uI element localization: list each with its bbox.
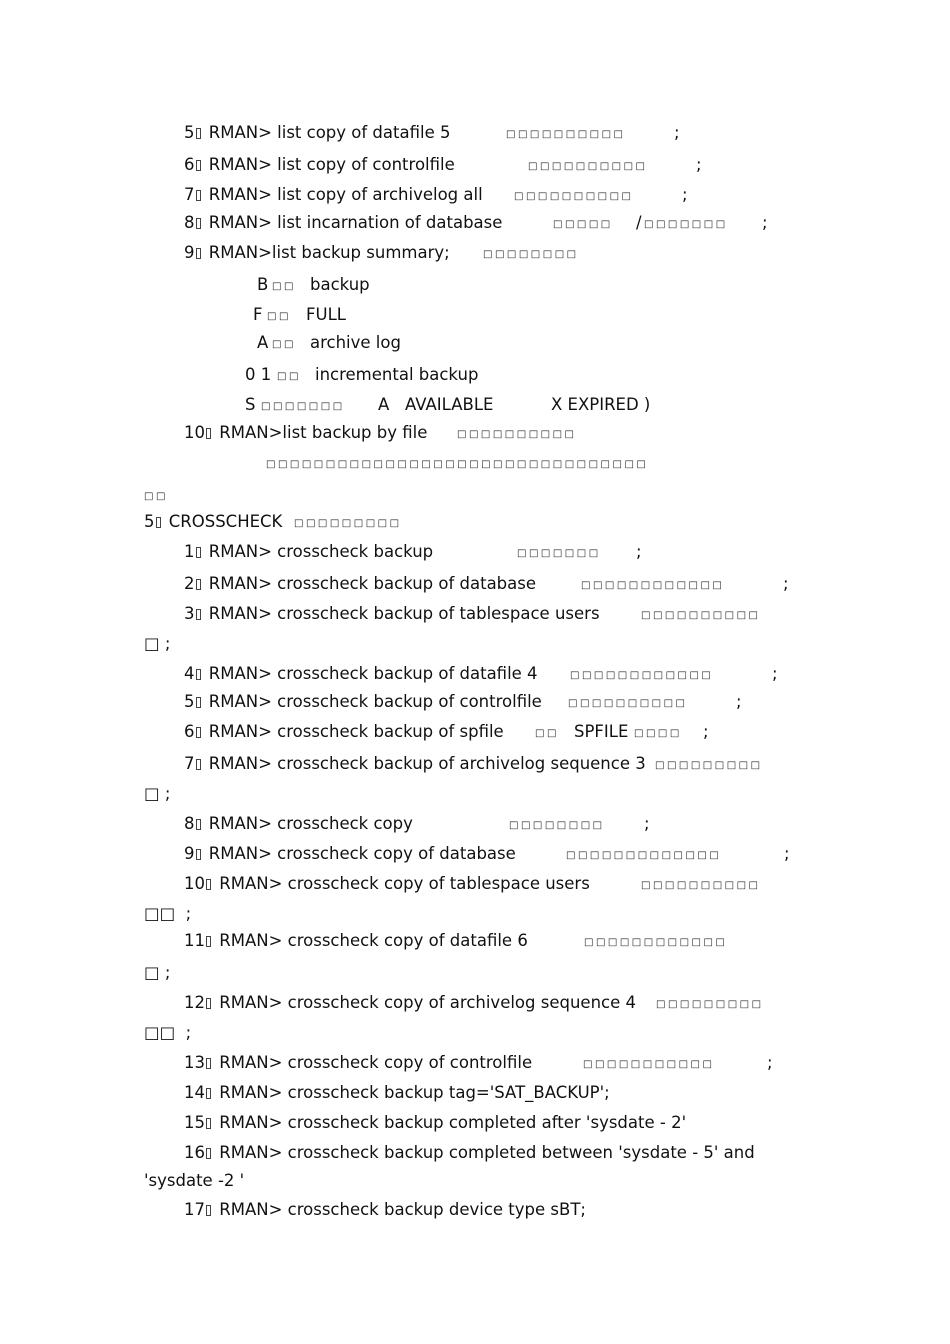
list-item: [184, 993, 636, 1013]
semicolon: ;: [636, 542, 642, 561]
command-text: RMAN> crosscheck copy of database: [208, 844, 516, 863]
glyph-box-icon: [206, 1118, 211, 1129]
cjk-note: □□□□□□□□: [509, 820, 605, 831]
list-item: [184, 692, 542, 712]
glyph-box-icon: [196, 609, 201, 620]
glyph-box-icon: [196, 248, 201, 259]
item-number: 9: [184, 844, 195, 863]
wrapped-tail: □ ;: [144, 784, 171, 803]
command-text: RMAN> crosscheck backup completed between 'sysdate - 5' and: [219, 1143, 755, 1162]
command-text: RMAN> crosscheck copy: [208, 814, 413, 833]
item-number: 8: [184, 213, 195, 232]
command-text: RMAN> crosscheck backup of archivelog sequence 3: [208, 754, 646, 773]
list-item: [184, 1143, 755, 1163]
cjk-note: □□□□□□□□□□: [528, 161, 648, 172]
cjk-note: □□: [144, 491, 168, 502]
command-text: RMAN> crosscheck backup of database: [208, 574, 537, 593]
section-heading: [144, 512, 282, 532]
list-item: [184, 213, 502, 233]
cjk-note: □□□□□□□□: [483, 249, 579, 260]
wrapped-tail: □ ;: [144, 634, 171, 653]
glyph-box-icon: [206, 428, 211, 439]
cjk-note: □□□□□□□□□□: [641, 880, 761, 891]
cjk-note: □□□□□□□□□□□□□: [566, 850, 722, 861]
command-text: RMAN> crosscheck backup of controlfile: [208, 692, 542, 711]
list-item: [184, 155, 455, 175]
list-item: [184, 722, 504, 742]
section-number: 5: [144, 512, 155, 531]
glyph-box-icon: [206, 1205, 211, 1216]
cjk-note: □□□□□□□□□: [294, 518, 402, 529]
semicolon: ;: [703, 722, 709, 741]
item-number: 1: [184, 542, 195, 561]
list-item: [184, 1200, 586, 1220]
list-item: [184, 664, 538, 684]
slash: /: [636, 213, 642, 232]
semicolon: ;: [762, 213, 768, 232]
glyph-box-icon: [196, 849, 201, 860]
command-text: RMAN> crosscheck copy of datafile 6: [219, 931, 528, 950]
command-text: RMAN> list copy of datafile 5: [208, 123, 451, 142]
glyph-box-icon: [206, 1088, 211, 1099]
cjk-note: □□□□□□□: [261, 401, 345, 412]
glyph-box-icon: [196, 697, 201, 708]
glyph-box-icon: [196, 819, 201, 830]
semicolon: ;: [644, 814, 650, 833]
glyph-box-icon: [206, 1058, 211, 1069]
glyph-box-icon: [196, 128, 201, 139]
semicolon: ;: [682, 185, 688, 204]
command-text: RMAN> crosscheck backup completed after 'sysdate - 2': [219, 1113, 687, 1132]
semicolon: ;: [674, 123, 680, 142]
list-item: [184, 123, 450, 143]
legend-value: X EXPIRED ): [551, 395, 651, 414]
item-number: 13: [184, 1053, 205, 1072]
legend-key: A: [257, 333, 269, 352]
cjk-note: □□□□□□□□□□□□□□□□□□□□□□□□□□□□□□□□: [266, 459, 649, 470]
command-text: RMAN>list backup by file: [219, 423, 428, 442]
command-text: RMAN> crosscheck backup of spfile: [208, 722, 504, 741]
glyph-box-icon: [156, 517, 161, 528]
glyph-box-icon: [196, 759, 201, 770]
cjk-note: □□□□□□□□□□: [568, 698, 688, 709]
legend-value: FULL: [306, 305, 346, 324]
item-number: 7: [184, 185, 195, 204]
cjk-note: □□: [267, 311, 291, 322]
list-item: [184, 185, 483, 205]
legend-value: A AVAILABLE: [378, 395, 494, 414]
item-number: 6: [184, 155, 195, 174]
list-item: [184, 754, 646, 774]
legend-key: S: [245, 395, 256, 414]
semicolon: ;: [784, 844, 790, 863]
legend-key: B: [257, 275, 269, 294]
cjk-note: □□□□□□□□□□: [506, 129, 626, 140]
semicolon: ;: [696, 155, 702, 174]
item-number: 3: [184, 604, 195, 623]
cjk-note: □□□□□: [553, 219, 613, 230]
command-text: RMAN> crosscheck backup of tablespace users: [208, 604, 600, 623]
spfile-label: SPFILE: [574, 722, 629, 741]
glyph-box-icon: [196, 547, 201, 558]
cjk-note: □□□□□□□□□: [656, 999, 764, 1010]
command-text: RMAN> crosscheck backup of datafile 4: [208, 664, 538, 683]
list-item: [184, 814, 413, 834]
item-number: 16: [184, 1143, 205, 1162]
list-item: [184, 604, 600, 624]
wrapped-tail: 'sysdate -2 ': [144, 1171, 245, 1190]
glyph-box-icon: [196, 218, 201, 229]
list-item: [184, 1083, 610, 1103]
list-item: [184, 243, 450, 263]
glyph-box-icon: [206, 1148, 211, 1159]
item-number: 9: [184, 243, 195, 262]
wrapped-tail: □□ ;: [144, 904, 192, 923]
item-number: 11: [184, 931, 205, 950]
wrapped-tail: □ ;: [144, 963, 171, 982]
item-number: 5: [184, 692, 195, 711]
command-text: RMAN> crosscheck copy of controlfile: [219, 1053, 533, 1072]
section-title: CROSSCHECK: [168, 512, 283, 531]
semicolon: ;: [783, 574, 789, 593]
cjk-note: □□: [272, 339, 296, 350]
item-number: 6: [184, 722, 195, 741]
item-number: 8: [184, 814, 195, 833]
cjk-note: □□□□□□□: [517, 548, 601, 559]
cjk-note: □□□□□□□: [644, 219, 728, 230]
cjk-note: □□: [535, 728, 559, 739]
command-text: RMAN> crosscheck backup tag='SAT_BACKUP';: [219, 1083, 610, 1102]
item-number: 10: [184, 423, 205, 442]
command-text: RMAN> list incarnation of database: [208, 213, 503, 232]
glyph-box-icon: [196, 190, 201, 201]
cjk-note: □□□□□□□□□□□□: [570, 670, 714, 681]
item-number: 17: [184, 1200, 205, 1219]
glyph-box-icon: [206, 879, 211, 890]
cjk-note: □□□□□□□□□: [655, 760, 763, 771]
item-number: 7: [184, 754, 195, 773]
legend-value: archive log: [310, 333, 401, 352]
command-text: RMAN> list copy of controlfile: [208, 155, 455, 174]
item-number: 2: [184, 574, 195, 593]
glyph-box-icon: [196, 727, 201, 738]
command-text: RMAN> crosscheck backup device type sBT;: [219, 1200, 586, 1219]
legend-value: backup: [310, 275, 370, 294]
cjk-note: □□□□□□□□□□□□: [581, 580, 725, 591]
list-item: [184, 844, 516, 864]
list-item: [184, 1113, 686, 1133]
item-number: 4: [184, 664, 195, 683]
list-item: [184, 574, 536, 594]
semicolon: ;: [736, 692, 742, 711]
glyph-box-icon: [206, 936, 211, 947]
cjk-note: □□□□□□□□□□□□: [584, 937, 728, 948]
semicolon: ;: [767, 1053, 773, 1072]
list-item: [184, 874, 590, 894]
glyph-box-icon: [206, 998, 211, 1009]
wrapped-tail: □□ ;: [144, 1023, 192, 1042]
cjk-note: □□: [272, 281, 296, 292]
cjk-note: □□□□□□□□□□: [641, 610, 761, 621]
command-text: RMAN> crosscheck copy of archivelog sequence 4: [219, 993, 636, 1012]
legend-key: 0 1: [245, 365, 272, 384]
cjk-note: □□□□: [634, 728, 682, 739]
glyph-box-icon: [196, 160, 201, 171]
cjk-note: □□□□□□□□□□□: [583, 1059, 715, 1070]
cjk-note: □□□□□□□□□□: [457, 429, 577, 440]
item-number: 10: [184, 874, 205, 893]
item-number: 15: [184, 1113, 205, 1132]
command-text: RMAN> list copy of archivelog all: [208, 185, 483, 204]
cjk-note: □□: [277, 371, 301, 382]
item-number: 14: [184, 1083, 205, 1102]
item-number: 5: [184, 123, 195, 142]
list-item: [184, 542, 433, 562]
glyph-box-icon: [196, 669, 201, 680]
legend-key: F: [253, 305, 263, 324]
command-text: RMAN> crosscheck copy of tablespace users: [219, 874, 590, 893]
list-item: [184, 931, 528, 951]
item-number: 12: [184, 993, 205, 1012]
list-item: [184, 423, 427, 443]
command-text: RMAN> crosscheck backup: [208, 542, 434, 561]
legend-value: incremental backup: [315, 365, 479, 384]
cjk-note: □□□□□□□□□□: [514, 191, 634, 202]
list-item: [184, 1053, 532, 1073]
semicolon: ;: [772, 664, 778, 683]
command-text: RMAN>list backup summary;: [208, 243, 450, 262]
glyph-box-icon: [196, 579, 201, 590]
